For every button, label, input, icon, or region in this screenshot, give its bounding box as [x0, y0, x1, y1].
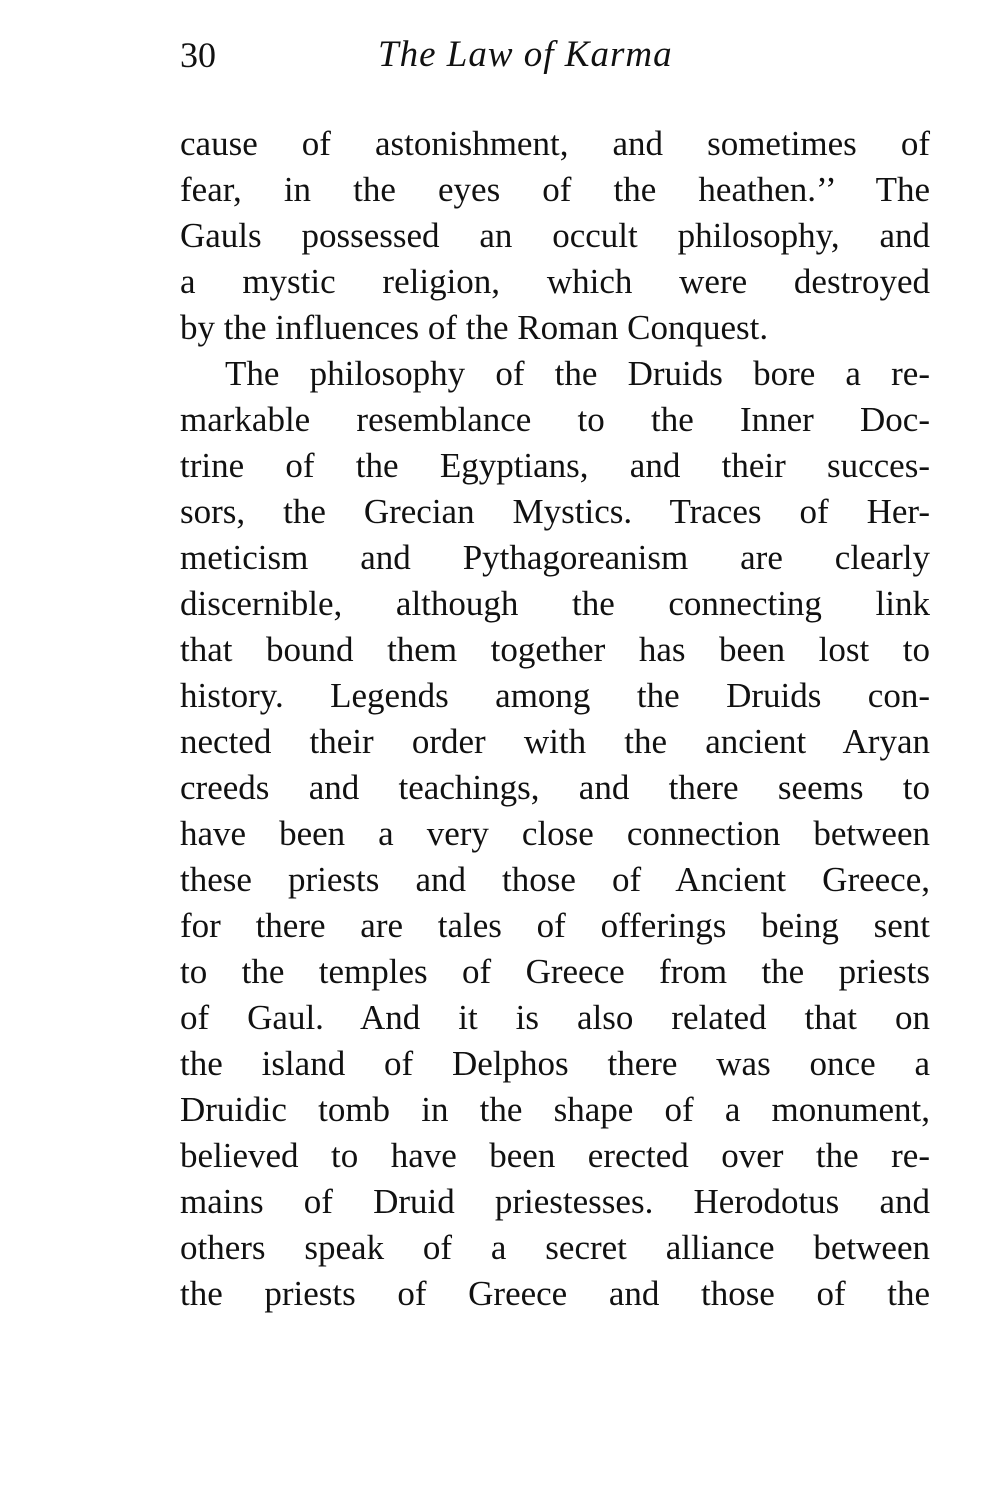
text-line: discernible, although the connecting link [180, 584, 930, 623]
text-line: mains of Druid priestesses. Herodotus and [180, 1182, 930, 1221]
text-line: cause of astonishment, and sometimes of [180, 124, 930, 163]
text-line: a mystic religion, which were destroyed [180, 262, 930, 301]
text-line: the island of Delphos there was once a [180, 1044, 930, 1083]
text-line: the priests of Greece and those of the [180, 1274, 930, 1313]
text-line: that bound them together has been lost to [180, 630, 930, 669]
text-line: have been a very close connection between [180, 814, 930, 853]
paragraph-end-line: by the influences of the Roman Conquest. [180, 308, 769, 347]
text-line: meticism and Pythagoreanism are clearly [180, 538, 930, 577]
text-line: Gauls possessed an occult philosophy, and [180, 216, 930, 255]
body-text [180, 121, 930, 1317]
text-line: nected their order with the ancient Aryan [180, 722, 930, 761]
paragraph-start-line: The philosophy of the Druids bore a re- [225, 354, 930, 393]
text-line: others speak of a secret alliance between [180, 1228, 930, 1267]
text-line: believed to have been erected over the re- [180, 1136, 930, 1175]
text-line: sors, the Grecian Mystics. Traces of Her- [180, 492, 930, 531]
text-line: trine of the Egyptians, and their succes- [180, 446, 930, 485]
text-line: creeds and teachings, and there seems to [180, 768, 930, 807]
running-title: The Law of Karma [378, 34, 673, 75]
text-line: for there are tales of offerings being sent [180, 906, 930, 945]
page-number: 30 [180, 35, 216, 75]
text-line: Druidic tomb in the shape of a monument, [180, 1090, 930, 1129]
text-line: markable resemblance to the Inner Doc- [180, 400, 930, 439]
text-line: these priests and those of Ancient Greece, [180, 860, 930, 899]
running-head [180, 30, 740, 90]
text-line: of Gaul. And it is also related that on [180, 998, 930, 1037]
text-line: to the temples of Greece from the priests [180, 952, 930, 991]
text-line: history. Legends among the Druids con- [180, 676, 930, 715]
text-line: fear, in the eyes of the heathen.’’ The [180, 170, 930, 209]
